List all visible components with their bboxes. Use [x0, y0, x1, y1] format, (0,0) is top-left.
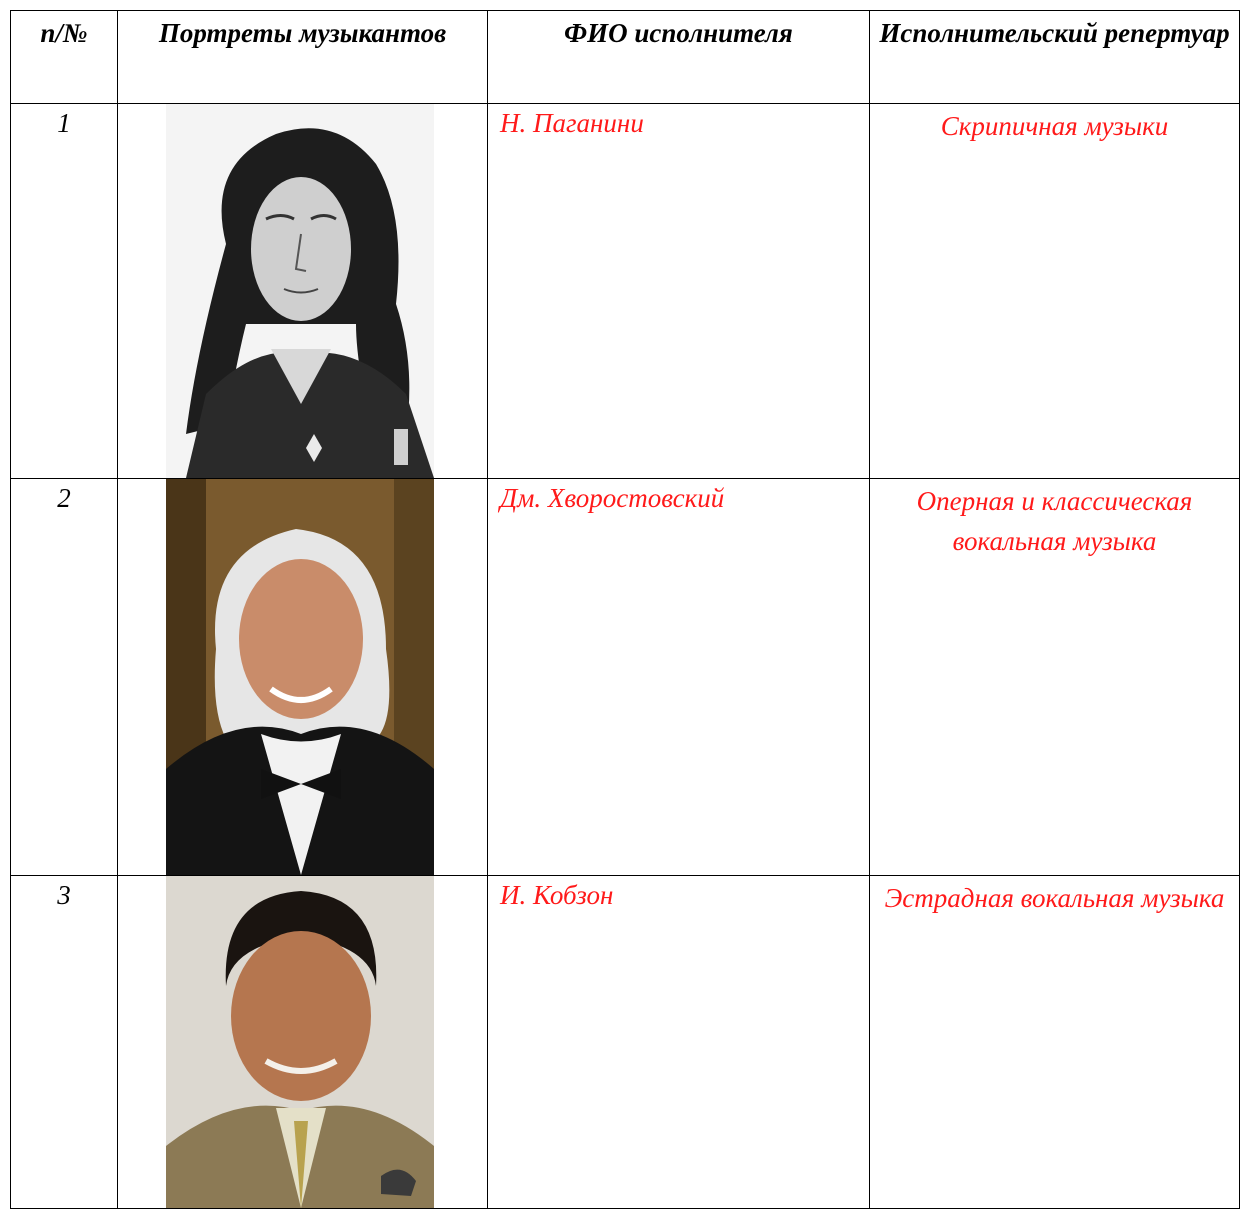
portrait-cell [118, 104, 488, 479]
musician-name: Дм. Хворостовский [488, 479, 870, 876]
header-repertoire: Исполнительский репертуар [870, 11, 1240, 104]
musician-name: Н. Паганини [488, 104, 870, 479]
row-number: 1 [11, 104, 118, 479]
musician-repertoire: Скрипичная музыки [870, 104, 1240, 479]
musician-repertoire: Оперная и классическая вокальная музыка [870, 479, 1240, 876]
portrait-cell [118, 876, 488, 1209]
row-number: 3 [11, 876, 118, 1209]
table-header-row [11, 11, 1240, 104]
musician-name: И. Кобзон [488, 876, 870, 1209]
table-row [11, 876, 1240, 1209]
portrait-cell [118, 479, 488, 876]
row-number: 2 [11, 479, 118, 876]
header-portraits: Портреты музыкантов [118, 11, 488, 104]
musicians-table [10, 10, 1240, 1209]
kobzon-portrait [166, 876, 434, 1208]
hvorostovsky-portrait [166, 479, 434, 875]
table-row [11, 479, 1240, 876]
header-name: ФИО исполнителя [488, 11, 870, 104]
paganini-portrait [166, 104, 434, 478]
table-row [11, 104, 1240, 479]
musician-repertoire: Эстрадная вокальная музыка [870, 876, 1240, 1209]
header-number: п/№ [11, 11, 118, 104]
